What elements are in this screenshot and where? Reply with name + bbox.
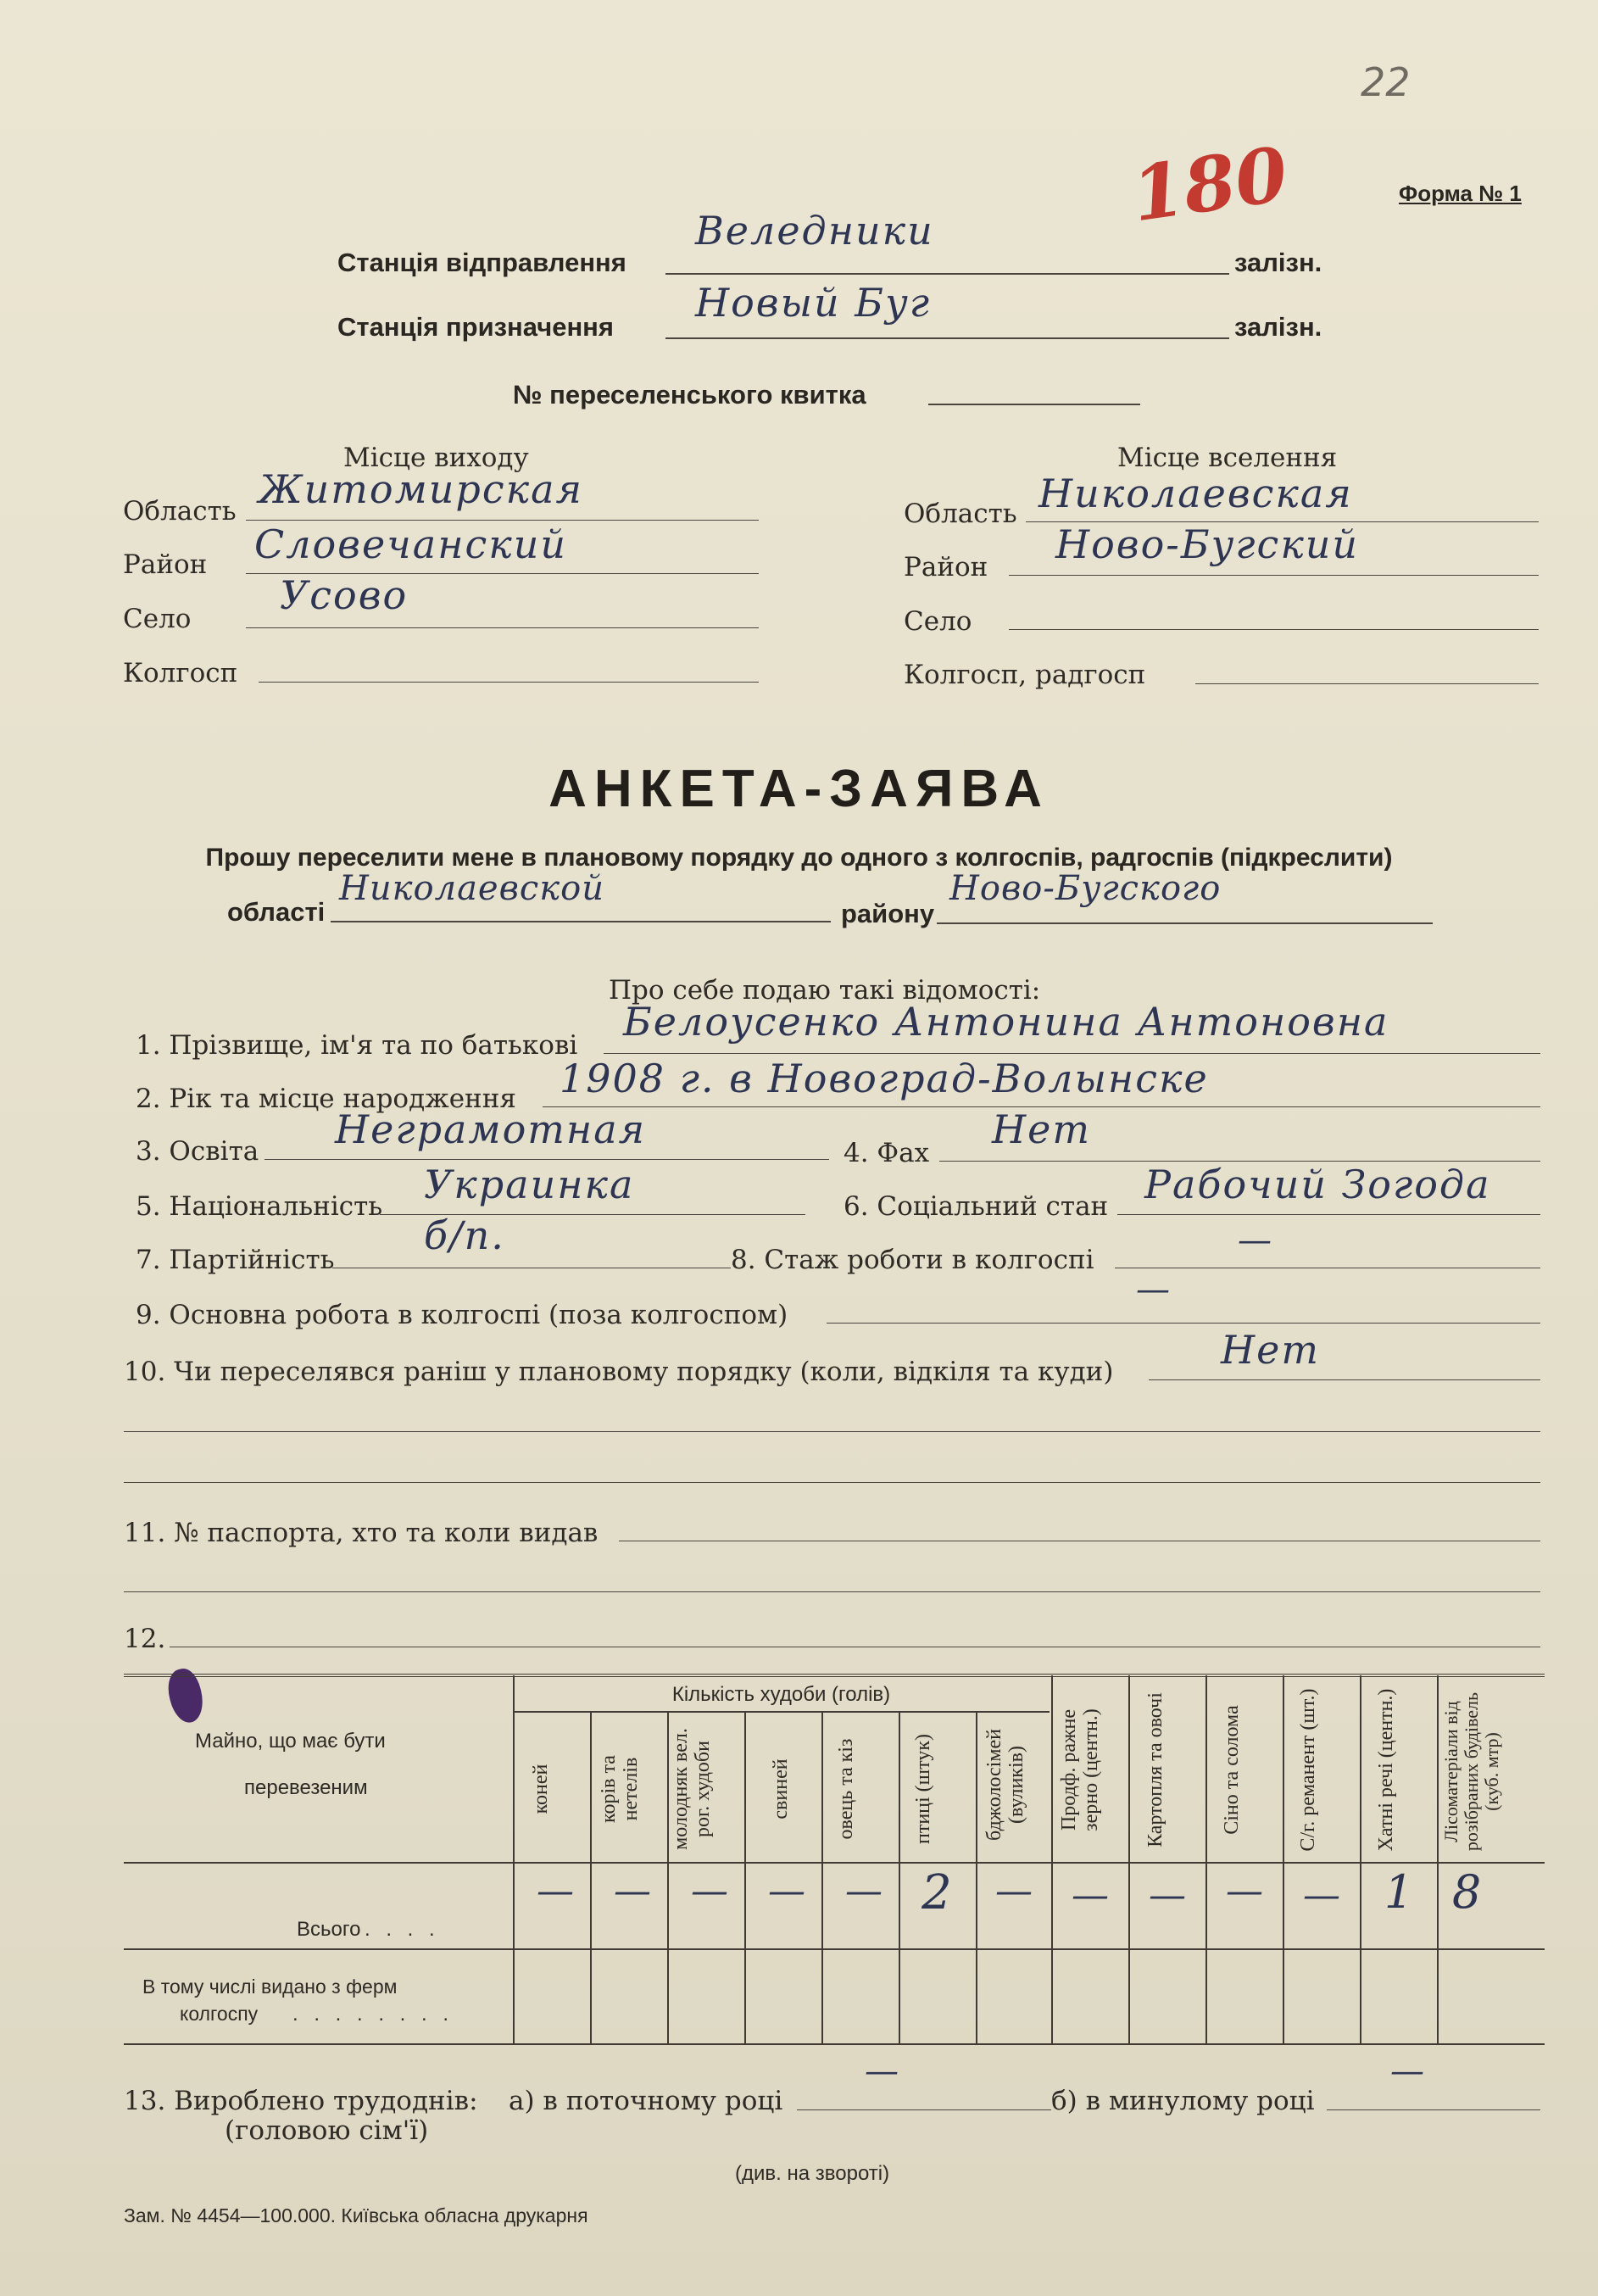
origin-selo-line (246, 627, 759, 628)
workdays-sub-label: (головою сім'ї) (225, 2115, 429, 2146)
table-col-header: Сіно та солома (1221, 1705, 1243, 1835)
table-divider (976, 1711, 977, 2043)
field-2-label: 2. Рік та місце народження (136, 1084, 516, 1114)
workdays-current-label: а) в поточному році (509, 2086, 783, 2116)
field-11-label: 11. № паспорта, хто та коли видав (124, 1518, 599, 1548)
field-12-label: 12. (124, 1624, 166, 1654)
field-10-extra-line-2 (124, 1482, 1540, 1483)
table-divider (1205, 1675, 1207, 2043)
field-11-extra-line (124, 1591, 1540, 1592)
table-total-value: — (537, 1870, 574, 1913)
destination-oblast-label: Область (904, 499, 1017, 529)
table-col-header: коней (530, 1764, 552, 1814)
destination-station-value: Новый Буг (695, 280, 932, 326)
field-8-label: 8. Стаж роботи в колгоспі (731, 1245, 1094, 1275)
table-divider (1360, 1675, 1361, 2043)
field-9-label: 9. Основна робота в колгоспі (поза колгоспом) (136, 1300, 788, 1330)
table-col-header: овець та кіз (835, 1738, 857, 1840)
table-divider (1051, 1675, 1053, 2043)
table-total-value: 1 (1384, 1865, 1414, 1919)
table-col-header: свиней (770, 1758, 792, 1820)
table-col-header: Лісоматеріали від розібраних будівель (куб. мтр) (1440, 1691, 1502, 1852)
destination-selo-label: Село (904, 606, 972, 637)
destination-kolhosp-label: Колгосп, радгосп (904, 660, 1146, 690)
table-total-value: — (1226, 1870, 1263, 1913)
destination-station-line (665, 337, 1229, 339)
form-label: Форма № 1 (1399, 181, 1522, 206)
departure-station-line (665, 273, 1229, 275)
table-total-value: — (845, 1870, 883, 1913)
field-10-label: 10. Чи переселявся раніш у плановому порядку (коли, відкіля та куди) (124, 1357, 1114, 1387)
field-5-label: 5. Національність (136, 1191, 383, 1222)
table-header-bottom (124, 1862, 1545, 1864)
field-1-value: Белоусенко Антонина Антоновна (623, 999, 1389, 1045)
field-3-line (264, 1159, 829, 1160)
table-top-border (124, 1674, 1545, 1677)
field-9-value: — (1136, 1270, 1171, 1309)
ticket-line (928, 404, 1140, 405)
field-4-value: Нет (992, 1106, 1091, 1152)
table-divider (899, 1711, 900, 2043)
field-2-value: 1908 г. в Новоград-Волынске (560, 1056, 1209, 1101)
field-10-extra-line-1 (124, 1431, 1540, 1432)
request-oblasti-value: Николаевской (339, 869, 605, 908)
field-1-line (604, 1053, 1540, 1054)
table-row-header-line-2: перевезеним (244, 1776, 368, 1799)
origin-kolhosp-label: Колгосп (123, 658, 238, 688)
table-total-value: — (768, 1870, 805, 1913)
field-3-value: Неграмотная (335, 1106, 647, 1152)
origin-kolhosp-line (259, 682, 759, 683)
destination-kolhosp-line (1195, 683, 1539, 684)
request-raionu-value: Ново-Бугского (949, 869, 1222, 908)
table-col-header: птиці (штук) (912, 1734, 934, 1844)
destination-selo-line (1009, 629, 1539, 630)
table-bottom-border (124, 2043, 1545, 2045)
destination-oblast-value: Николаевская (1038, 471, 1353, 516)
field-3-label: 3. Освіта (136, 1136, 259, 1167)
field-1-label: 1. Прізвище, ім'я та по батькові (136, 1030, 578, 1061)
field-9-line (827, 1323, 1540, 1324)
table-divider (590, 1711, 592, 2043)
table-total-value: — (995, 1870, 1033, 1913)
departure-station-label: Станція відправлення (337, 248, 626, 277)
request-oblasti-line (331, 921, 831, 922)
departure-station-value: Веледники (695, 208, 934, 254)
table-col-header: Картопля та овочі (1144, 1692, 1166, 1847)
table-divider (821, 1711, 823, 2043)
workdays-prev-line (1327, 2109, 1540, 2110)
table-col-header: Продф. ражне зерно (центн.) (1058, 1708, 1102, 1831)
table-total-dots: . . . . (365, 1918, 440, 1941)
request-raionu-label: району (841, 899, 935, 928)
table-divider (744, 1711, 746, 2043)
table-farm-label-line-1: В тому числі видано з ферм (142, 1976, 398, 1998)
field-10-line (1149, 1379, 1540, 1380)
table-col-header: Хатні речі (центн.) (1375, 1688, 1397, 1852)
info-heading: Про себе подаю такі відомості: (609, 975, 1041, 1006)
origin-selo-value: Усово (280, 572, 409, 618)
field-8-value: — (1238, 1221, 1272, 1260)
table-divider (667, 1711, 669, 2043)
table-total-value: — (1072, 1874, 1109, 1917)
table-farm-label-line-2: колгоспу (180, 2003, 259, 2025)
origin-oblast-line (246, 520, 759, 521)
printer-imprint: Зам. № 4454—100.000. Київська обласна друкарня (124, 2204, 588, 2226)
table-total-value: — (1149, 1874, 1186, 1917)
table-total-value: — (614, 1870, 651, 1913)
workdays-current-value: — (865, 2052, 899, 2091)
destination-rail-suffix: залізн. (1234, 312, 1322, 342)
destination-raion-value: Ново-Бугский (1055, 521, 1360, 567)
table-col-header: бджолосімей (вуликів) (983, 1728, 1027, 1842)
request-raionu-line (937, 922, 1433, 924)
table-col-header: молодняк вел. рог. худоби (670, 1728, 714, 1850)
request-oblasti-label: області (227, 897, 326, 927)
archive-pencil-number: 22 (1361, 59, 1411, 105)
table-total-label: Всього (297, 1918, 361, 1941)
origin-raion-value: Словечанский (254, 521, 567, 567)
form-title: АНКЕТА-ЗАЯВА (548, 760, 1050, 818)
table-divider (1437, 1675, 1439, 2043)
destination-station-label: Станція призначення (337, 312, 614, 342)
table-total-value: 2 (921, 1865, 952, 1920)
table-total-value: — (691, 1870, 728, 1913)
origin-raion-label: Район (123, 549, 208, 580)
origin-heading: Місце виходу (343, 443, 529, 473)
table-group-header: Кількість худоби (голів) (671, 1683, 891, 1706)
field-6-line (1117, 1214, 1540, 1215)
origin-selo-label: Село (123, 604, 192, 634)
table-col-header: корів та нетелів (598, 1755, 642, 1823)
field-5-value: Украинка (424, 1162, 635, 1207)
table-divider (1283, 1675, 1284, 2043)
table-group-underline (513, 1711, 1050, 1713)
footer-note: (див. на звороті) (735, 2162, 890, 2185)
origin-oblast-label: Область (123, 496, 237, 527)
workdays-prev-label: б) в минулому році (1051, 2086, 1315, 2116)
destination-raion-label: Район (904, 552, 988, 582)
ticket-label: № переселенського квитка (513, 380, 866, 410)
field-7-value: б/п. (424, 1212, 505, 1258)
field-6-label: 6. Соціальний стан (844, 1191, 1109, 1222)
table-divider (513, 1675, 515, 2043)
table-total-value: — (1303, 1874, 1340, 1917)
destination-heading: Місце вселення (1117, 443, 1338, 473)
table-total-bottom (124, 1948, 1545, 1950)
table-row-header-line-1: Майно, що має бути (195, 1730, 386, 1753)
request-text: Прошу переселити мене в плановому порядку до одного з колгоспів, радгоспів (підкреслити) (205, 844, 1393, 872)
table-col-header: С/г. реманент (шт.) (1297, 1688, 1319, 1852)
table-total-value: 8 (1451, 1865, 1482, 1919)
field-6-value: Рабочий Зогода (1144, 1162, 1491, 1207)
table-divider (1128, 1675, 1130, 2043)
workdays-prev-value: — (1390, 2052, 1425, 2091)
workdays-label: 13. Вироблено трудоднів: (124, 2086, 478, 2116)
field-4-label: 4. Фах (844, 1138, 930, 1168)
destination-raion-line (1009, 575, 1539, 576)
departure-rail-suffix: залізн. (1234, 248, 1322, 277)
archive-red-number: 180 (1126, 129, 1294, 239)
workdays-current-line (797, 2109, 1051, 2110)
table-farm-dots: . . . . . . . . (292, 2003, 454, 2026)
origin-oblast-value: Житомирская (259, 466, 583, 512)
field-7-label: 7. Партійність (136, 1245, 335, 1275)
field-10-value: Нет (1221, 1327, 1320, 1373)
